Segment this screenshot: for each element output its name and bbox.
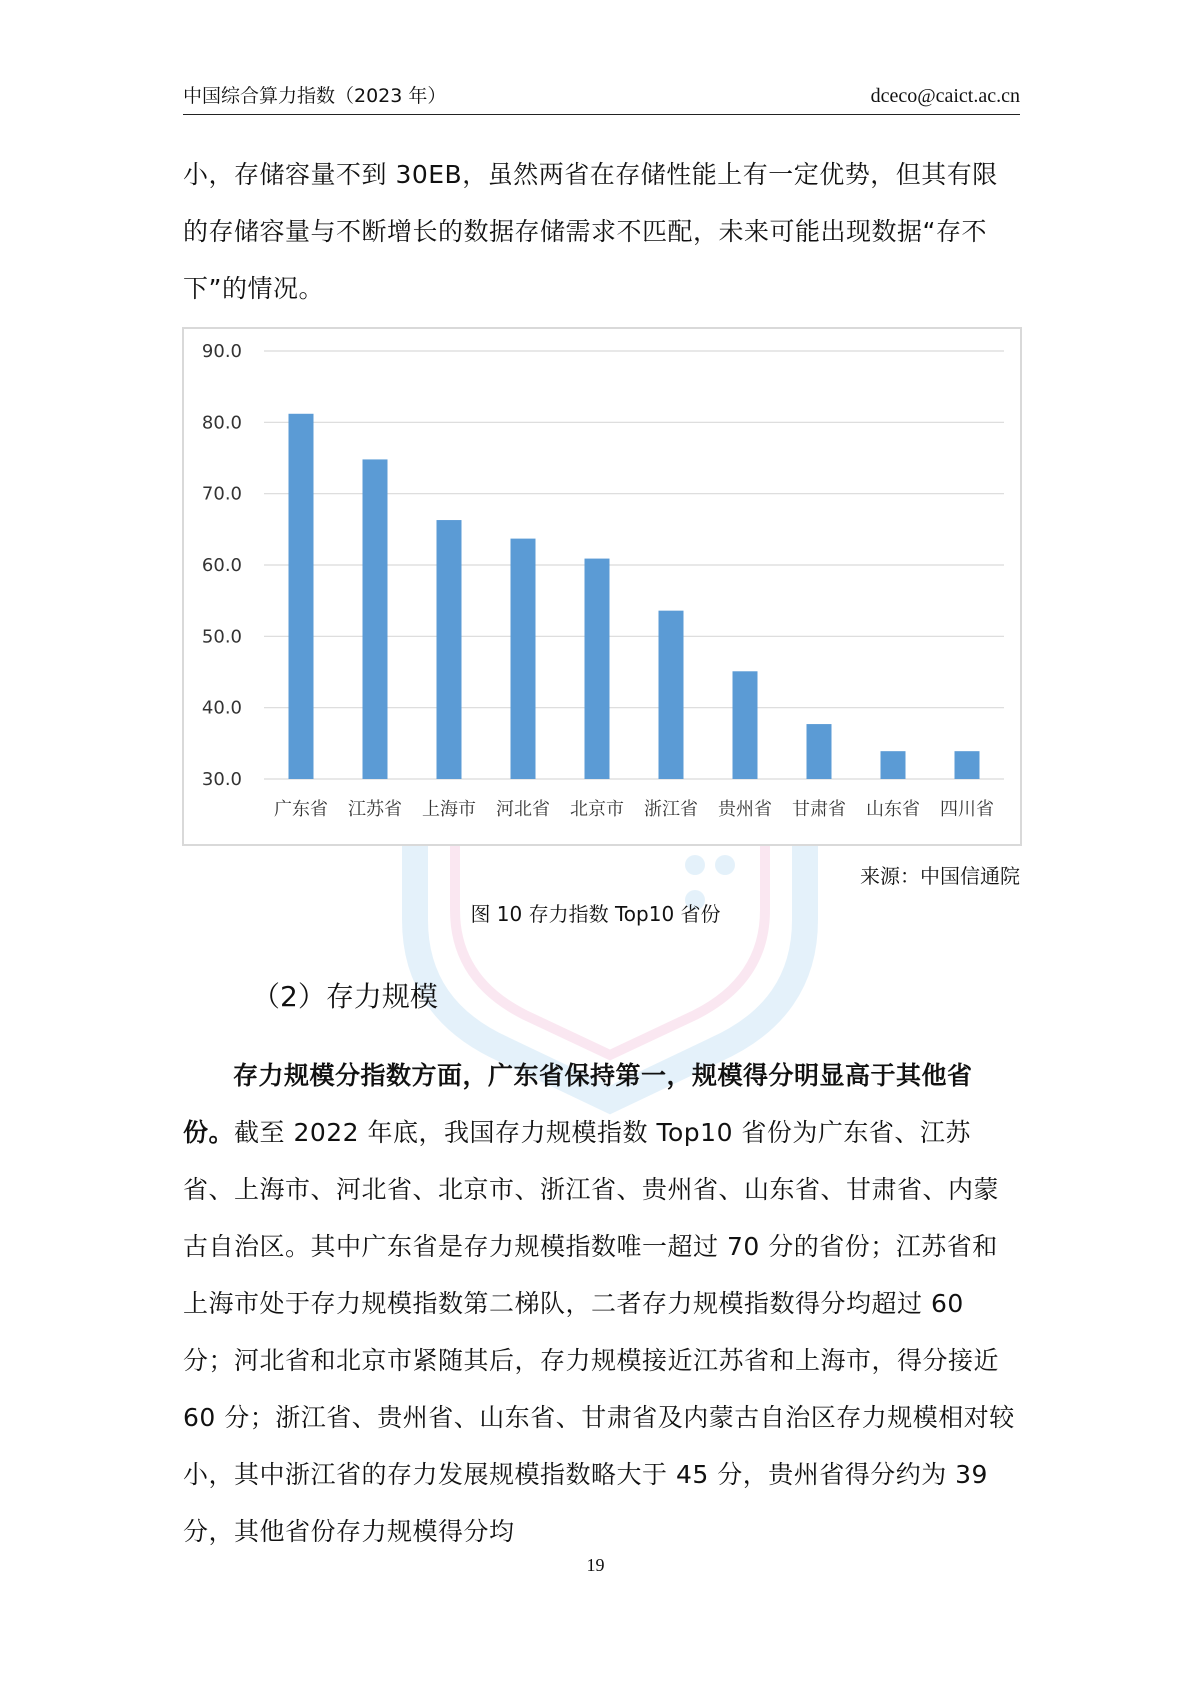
- figure-source: 来源：中国信通院: [860, 864, 1020, 888]
- x-category-label: 北京市: [570, 799, 624, 820]
- x-category-label: 河北省: [496, 799, 550, 820]
- body-bold-lead: 存力规模分指数方面，广东省保持第一，规模得分明显高于其他省份。: [183, 1061, 973, 1147]
- bar-4: [511, 539, 536, 779]
- y-tick-label: 80.0: [201, 412, 242, 434]
- bar-7: [733, 671, 758, 779]
- x-category-label: 四川省: [940, 799, 994, 820]
- y-tick-label: 90.0: [201, 341, 242, 362]
- y-tick-label: 70.0: [201, 483, 242, 505]
- section-title: （2）存力规模: [252, 980, 438, 1013]
- x-category-label: 山东省: [866, 799, 920, 820]
- bar-1: [289, 414, 314, 779]
- y-tick-label: 50.0: [201, 626, 242, 648]
- x-category-label: 江苏省: [348, 799, 402, 820]
- y-tick-label: 30.0: [201, 769, 242, 790]
- page-number: 19: [586, 1555, 605, 1575]
- x-category-label: 上海市: [422, 799, 476, 820]
- x-category-label: 浙江省: [644, 799, 698, 820]
- bar-chart: [182, 327, 1022, 846]
- bar-10: [955, 751, 980, 779]
- body-text: 截至 2022 年底，我国存力规模指数 Top10 省份为广东省、江苏省、上海市、河北省、北京市、浙江省、贵州省、山东省、甘肃省、内蒙古自治区。其中广东省是存力规模指数唯一超过 70 分的省份；江苏省和上海市处于存力规模指数第二梯队，二者存力规模指数得分均超过 60 分；河北省和北京市紧随其后，存力规模接近江苏省和上海市，得分接近 60 分；浙江省、贵州省、山东省、甘肃省及内蒙古自治区存力规模相对较小，其中浙江省的存力发展规模指数略大于 45 分，贵州省得分约为 39 分，其他省份存力规模得分均: [183, 1118, 1015, 1546]
- document-title: 中国综合算力指数（2023 年）: [183, 85, 447, 107]
- chart-canvas: [184, 329, 1020, 844]
- bar-8: [807, 724, 832, 779]
- x-category-label: 贵州省: [718, 799, 772, 820]
- bar-3: [437, 520, 462, 779]
- page-header: [183, 78, 1020, 115]
- y-tick-label: 40.0: [201, 697, 242, 719]
- intro-paragraph: 小，存储容量不到 30EB，虽然两省在存储性能上有一定优势，但其有限的存储容量与不断增长的数据存储需求不匹配，未来可能出现数据“存不下”的情况。: [183, 160, 998, 303]
- bar-9: [881, 751, 906, 779]
- body-paragraph: [183, 1047, 1020, 1560]
- y-tick-label: 60.0: [201, 555, 242, 576]
- bar-2: [363, 459, 388, 779]
- x-category-label: 甘肃省: [792, 799, 846, 820]
- figure-caption: 图 10 存力指数 Top10 省份: [470, 902, 721, 926]
- bar-6: [659, 611, 684, 779]
- x-category-label: 广东省: [274, 799, 328, 820]
- contact-email[interactable]: dceco@caict.ac.cn: [870, 85, 1020, 107]
- bar-5: [585, 559, 610, 779]
